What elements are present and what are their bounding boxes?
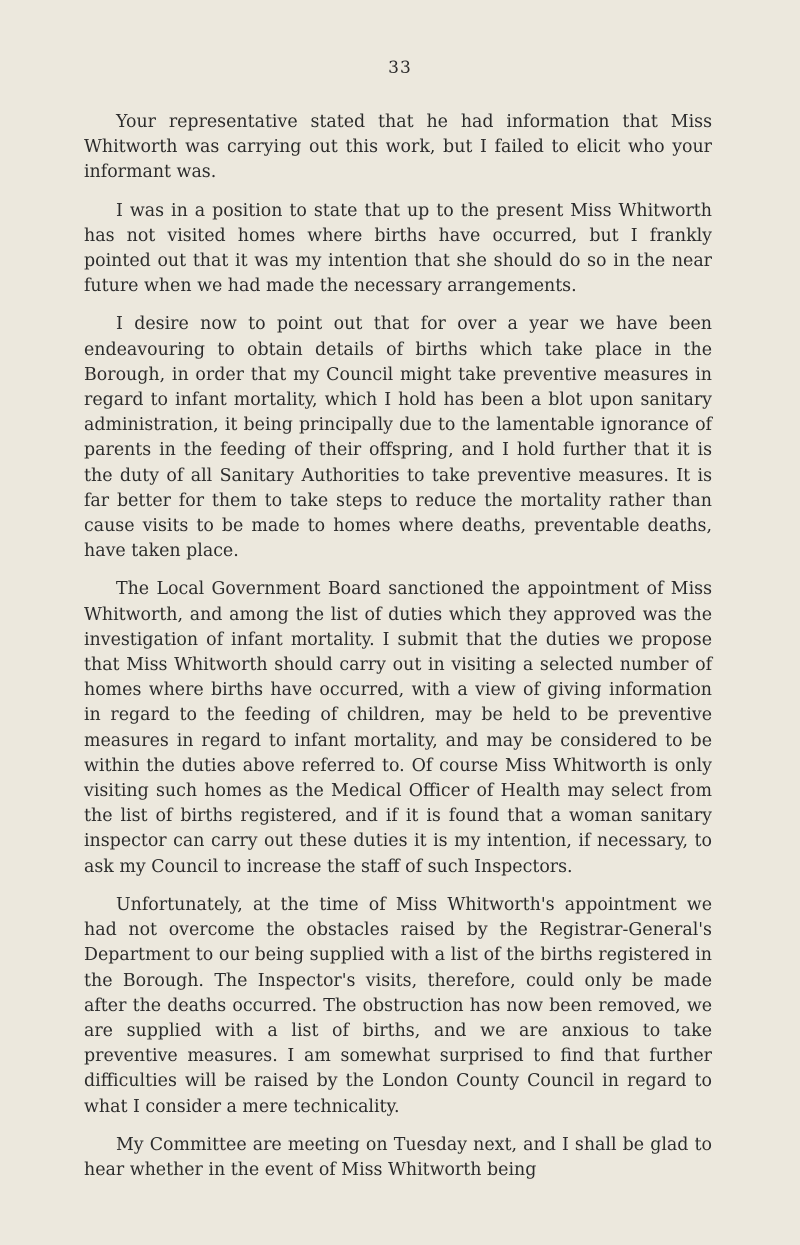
paragraph: The Local Government Board sanctioned the appointment of Miss Whitworth, and among the list of duties which they approved was the investigation of infant mortality. I submit that the duties we propose that Miss Whitworth should carry out in visiting a selected number of homes where births have occurred, with a view of giving information in regard to the feeding of children, may be held to be preventive measures in regard to infant mortality, and may be considered to be within the duties above referred to. Of course Miss Whitworth is only visiting such homes as the Medical Officer of Health may select from the list of births registered, and if it is found that a woman sanitary inspector can carry out these duties it is my intention, if necessary, to ask my Council to increase the staff of such Inspectors.	[84, 579, 712, 877]
paragraph: Your representative stated that he had information that Miss Whitworth was carrying out this work, but I failed to elicit who your informant was.	[84, 112, 712, 183]
page-number: 33	[388, 58, 412, 78]
paragraph: My Committee are meeting on Tuesday next, and I shall be glad to hear whether in the event of Miss Whitworth being	[84, 1134, 712, 1180]
paragraph: I desire now to point out that for over a year we have been endeavouring to obtain details of births which take place in the Borough, in order that my Council might take preventive measures in regard to infant mortality, which I hold has been a blot upon sanitary administration, it being principally due to the lamentable ignorance of parents in the feeding of their offspring, and I hold further that it is the duty of all Sanitary Authorities to take preventive measures. It is far better for them to take steps to reduce the mortality rather than cause visits to be made to homes where deaths, preventable deaths, have taken place.	[84, 314, 712, 562]
paragraph: Unfortunately, at the time of Miss Whitworth's appointment we had not overcome the obstacles raised by the Registrar-General's Department to our being supplied with a list of the births registered in the Borough. The Inspector's visits, therefore, could only be made after the deaths occurred. The obstruction has now been removed, we are supplied with a list of births, and we are anxious to take preventive measures. I am somewhat surprised to find that further difficulties will be raised by the London County Council in regard to what I consider a mere technicality.	[84, 894, 712, 1117]
body-text	[84, 110, 712, 1196]
paragraph: I was in a position to state that up to the present Miss Whitworth has not visited homes where births have occurred, but I frankly pointed out that it was my intention that she should do so in the near future when we had made the necessary arrangements.	[84, 200, 712, 297]
